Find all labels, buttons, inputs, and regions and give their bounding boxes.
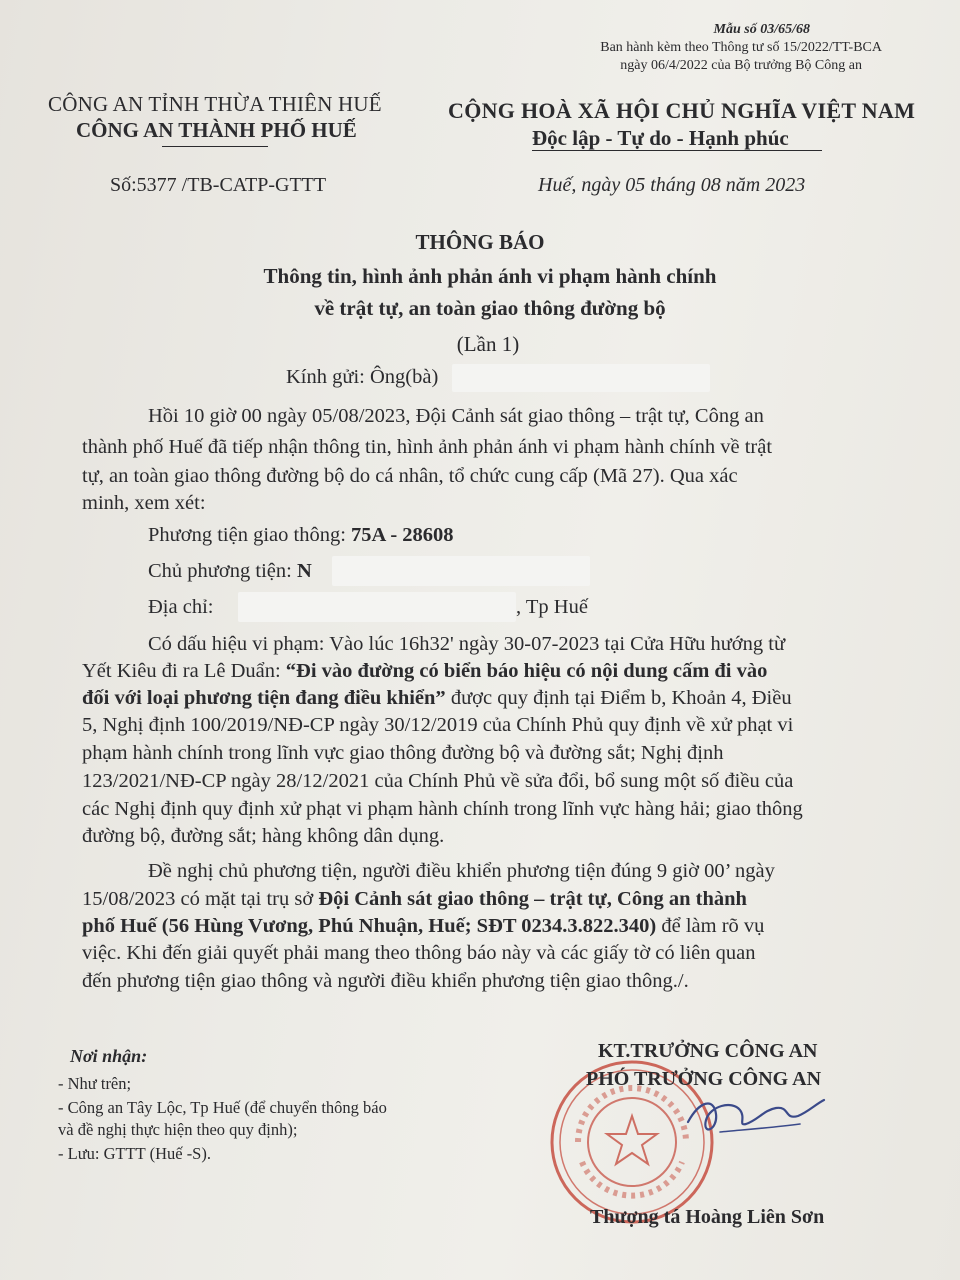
place-date: Huế, ngày 05 tháng 08 năm 2023 [538,174,806,196]
agency-underline [162,146,268,147]
request-line5: đến phương tiện giao thông và người điều khiển phương tiện giao thông./. [82,970,689,992]
document-subtitle-1: Thông tin, hình ảnh phản ánh vi phạm hành chính [263,264,717,288]
violation-line8: đường bộ, đường sắt; hàng không dân dụng. [82,825,445,847]
nation-motto: Độc lập - Tự do - Hạnh phúc [532,126,789,150]
owner-field [148,560,312,583]
signature-scribble-icon [680,1080,830,1160]
notice-sequence: (Lần 1) [456,332,520,356]
issued-note-line2: ngày 06/4/2022 của Bộ trưởng Bộ Công an [620,58,862,73]
paragraph1-line2: thành phố Huế đã tiếp nhận thông tin, hình ảnh phản ánh vi phạm hành chính về trật [82,436,773,458]
issued-note-line1: Ban hành kèm theo Thông tư số 15/2022/TT-BCA [600,40,882,55]
document-subtitle-2: về trật tự, an toàn giao thông đường bộ [314,296,666,320]
recipients-title: Nơi nhận: [70,1046,148,1066]
request-office-1: Đội Cảnh sát giao thông – trật tự, Công an thành [318,888,747,910]
violation-line5: phạm hành chính trong lĩnh vực giao thông đường bộ và đường sắt; Nghị định [82,742,724,764]
recipients-item-3: và đề nghị thực hiện theo quy định); [58,1120,298,1139]
paragraph1-line3: tự, an toàn giao thông đường bộ do cá nhân, tổ chức cung cấp (Mã 27). Qua xác [82,465,738,487]
violation-line4: 5, Nghị định 100/2019/NĐ-CP ngày 30/12/2019 của Chính Phủ quy định về xử phạt vi [82,714,794,736]
recipients-item-4: - Lưu: GTTT (Huế -S). [58,1144,211,1163]
signer-title-1: KT.TRƯỞNG CÔNG AN [598,1040,818,1062]
paragraph1-line4: minh, xem xét: [82,492,206,514]
vehicle-plate: 75A - 28608 [351,524,454,546]
request-line2 [82,888,747,911]
request-line4: việc. Khi đến giải quyết phải mang theo thông báo này và các giấy tờ có liên quan [82,942,756,964]
signer-name: Thượng tá Hoàng Liên Sơn [590,1206,825,1228]
nation-title: CỘNG HOÀ XÃ HỘI CHỦ NGHĨA VIỆT NAM [448,98,916,123]
address-label: Địa chỉ: [148,596,214,618]
vehicle-label: Phương tiện giao thông: [148,524,352,546]
recipients-item-2: - Công an Tây Lộc, Tp Huế (để chuyển thông báo [58,1098,387,1117]
recipient-label: Kính gửi: Ông(bà) [286,366,439,388]
violation-line1: Có dấu hiệu vi phạm: Vào lúc 16h32' ngày 30-07-2023 tại Cửa Hữu hướng từ [148,633,786,655]
violation-line7: các Nghị định quy định xử phạt vi phạm hành chính trong lĩnh vực hàng hải; giao thông [82,798,803,820]
recipients-item-1: - Như trên; [58,1074,132,1093]
document-number: Số:5377 /TB-CATP-GTTT [110,174,327,196]
agency-name: CÔNG AN THÀNH PHỐ HUẾ [76,118,357,142]
address-suffix: , Tp Huế [516,596,588,618]
signer-title-2: PHÓ TRƯỞNG CÔNG AN [586,1068,822,1090]
violation-line3 [82,687,792,710]
violation-description-2: đối với loại phương tiện đang điều khiển” [82,687,446,709]
paragraph1-line1: Hồi 10 giờ 00 ngày 05/08/2023, Đội Cảnh sát giao thông – trật tự, Công an [148,405,764,427]
redacted-address [238,592,516,622]
redacted-recipient-name [452,364,710,392]
violation-line2 [82,660,767,683]
violation-line6: 123/2021/NĐ-CP ngày 28/12/2021 của Chính Phủ về sửa đổi, bổ sung một số điều của [82,770,794,792]
owner-initial: N [296,560,312,582]
vehicle-field [148,524,454,547]
form-number: Mẫu số 03/65/68 [713,22,810,37]
motto-underline [532,150,822,151]
request-date: 15/08/2023 có mặt tại trụ sở [82,888,319,910]
violation-regulation: được quy định tại Điểm b, Khoản 4, Điều [445,687,792,709]
redacted-owner-name [332,556,590,586]
request-office-2: phố Huế (56 Hùng Vương, Phú Nhuận, Huế; SĐT 0234.3.822.340) [82,915,657,937]
request-line3 [82,915,764,938]
owner-label: Chủ phương tiện: [148,560,297,582]
violation-description-1: “Đi vào đường có biển báo hiệu có nội dung cấm đi vào [285,660,768,682]
agency-parent: CÔNG AN TỈNH THỪA THIÊN HUẾ [48,92,382,116]
request-line1: Đề nghị chủ phương tiện, người điều khiển phương tiện đúng 9 giờ 00’ ngày [148,860,775,882]
violation-location: Yết Kiêu đi ra Lê Duẩn: [82,660,286,682]
document-heading: THÔNG BÁO [415,230,545,254]
request-purpose: để làm rõ vụ [656,915,765,937]
